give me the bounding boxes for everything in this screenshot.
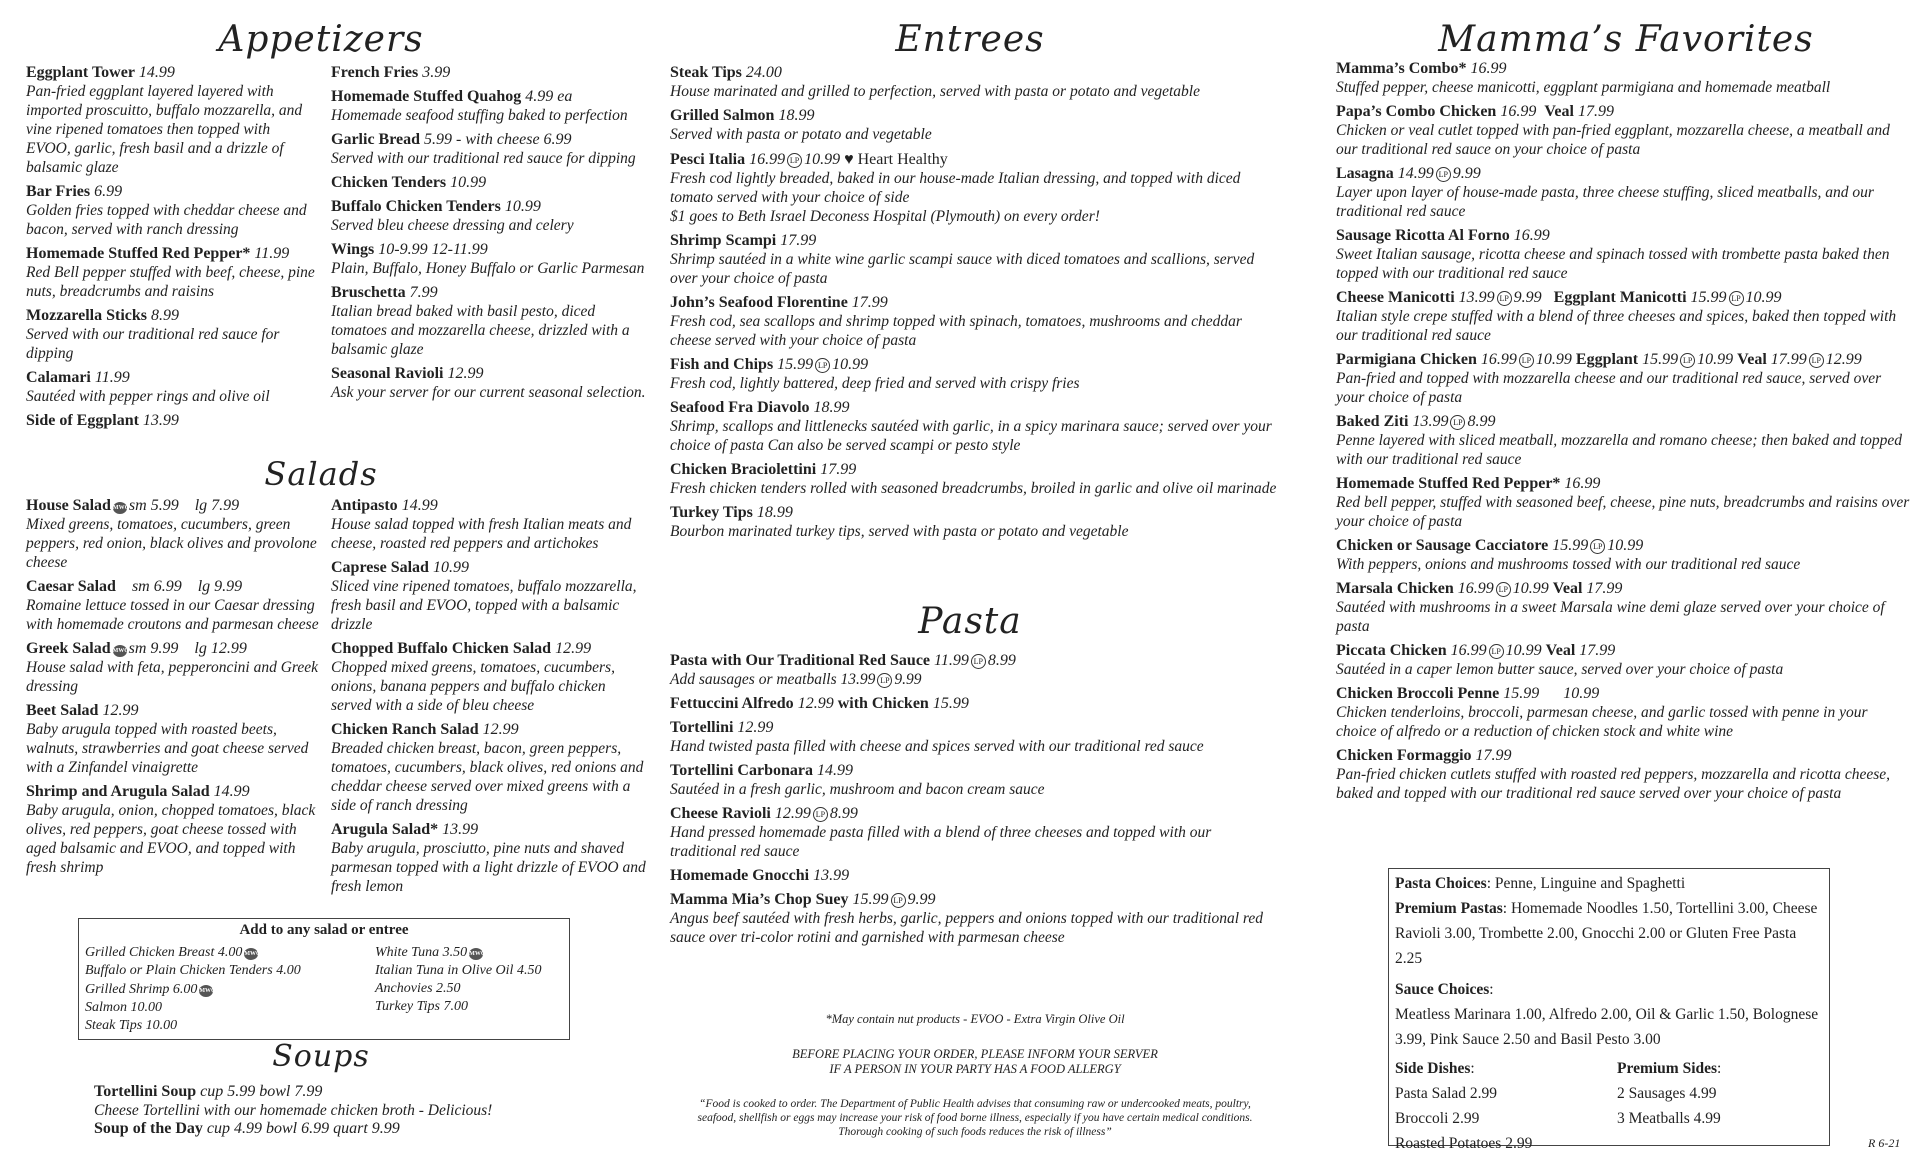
choices-box: Pasta Choices: Penne, Linguine and Spaghetti Premium Pastas: Homemade Noodles 1.50, Tortellini 3.00, Cheese Ravioli 3.00, Trombette 2.00, Gnocchi 2.00 or Gluten Free Pasta 2.25 Sauce Choices: Meatless Marinara 1.00, Alfredo 2.00, Oil & Garlic 1.50, Bolognese 3.99, Pink Sauce 2.50 and Basil Pesto 3.00 Side Dishes: Pasta Salad 2.99 Broccoli 2.99 Roasted Potatoes 2.99 Premium Sides: 2 Sausages 4.99 3 Meatballs 4.99 <box>1388 868 1830 1146</box>
addon-item-3: Turkey Tips 7.00 <box>375 999 468 1014</box>
appetizer-item-5: Wings 10-9.99 12-11.99 Plain, Buffalo, Honey Buffalo or Garlic Parmesan <box>331 241 645 277</box>
mwo-icon: MWO <box>244 948 258 960</box>
pasta-item-1: Tortellini Carbonara 14.99 Sautéed in a fresh garlic, mushroom and bacon cream sauce <box>670 762 1045 798</box>
favorites-list <box>1336 60 1911 809</box>
lunch-portion-icon: LP <box>1809 353 1824 368</box>
soups-list <box>94 1083 634 1138</box>
addons-left <box>85 943 365 1035</box>
column-left <box>26 0 646 1137</box>
lunch-portion-icon: LP <box>1496 582 1511 597</box>
lunch-portion-icon: LP <box>971 654 986 669</box>
addon-item-2: Anchovies 2.50 <box>375 981 461 996</box>
cheese-ravioli: Cheese Ravioli 12.99 LP 8.99 Hand pressed homemade pasta filled with a blend of three cheeses and topped with our traditional red sauce <box>670 805 1212 860</box>
mwo-icon: MWO <box>469 948 483 960</box>
lunch-portion-icon: LP <box>1489 644 1504 659</box>
salad-item-2: Chopped Buffalo Chicken Salad 12.99 Chopped mixed greens, tomatoes, cucumbers, onions, banana peppers and buffalo chicken served with a side of bleu cheese <box>331 640 615 714</box>
column-right <box>1336 0 1910 1152</box>
lunch-portion-icon: LP <box>1450 415 1465 430</box>
addon-item-0: White Tuna 3.50 <box>375 945 468 960</box>
salads-heading: Salads <box>264 455 378 493</box>
appetizer-item-3: Chicken Tenders 10.99 <box>331 174 487 191</box>
salads-right <box>331 497 646 902</box>
appetizer-item-5: Side of Eggplant 13.99 <box>26 412 179 429</box>
entree-item-1: Chicken Braciolettini 17.99 Fresh chicken tenders rolled with seasoned breadcrumbs, broiled in garlic and olive oil marinade <box>670 461 1277 497</box>
addon-item-3: Salmon 10.00 <box>85 1000 162 1015</box>
appetizer-item-2: Garlic Bread 5.99 - with cheese 6.99 Served with our traditional red sauce for dipping <box>331 131 636 167</box>
premium-side-0: 2 Sausages 4.99 <box>1617 1085 1717 1102</box>
tortellini-soup: Tortellini Soup cup 5.99 bowl 7.99 Cheese Tortellini with our homemade chicken broth - Delicious! <box>94 1083 493 1119</box>
greek-salad: Greek Salad MWOsm 9.99 lg 12.99 House salad with feta, pepperoncini and Greek dressing <box>26 640 319 695</box>
entree-item-2: Turkey Tips 18.99 Bourbon marinated turkey tips, served with pasta or potato and vegetable <box>670 504 1129 540</box>
papas-combo: Papa’s Combo Chicken 16.99 Veal 17.99 Chicken or veal cutlet topped with pan-fried eggplant, mozzarella cheese, a meatball and our traditional red sauce on your choice of pasta <box>1336 103 1890 158</box>
piccata: Piccata Chicken 16.99 LP 10.99 Veal 17.99 Sautéed in a caper lemon butter sauce, served over your choice of pasta <box>1336 642 1784 678</box>
manicotti: Cheese Manicotti 13.99 LP 9.99 Eggplant Manicotti 15.99 LP 10.99 Italian style crepe stuffed with a blend of three cheeses and spices, baked then topped with our traditional red sauce <box>1336 289 1897 344</box>
sauce-choices: Sauce Choices: <box>1395 981 1494 998</box>
addon-item-2: Grilled Shrimp 6.00 <box>85 982 198 997</box>
favorites-heading: Mamma’s Favorites <box>1438 19 1814 60</box>
mwo-icon: MWO <box>199 985 213 997</box>
fettuccini-alfredo: Fettuccini Alfredo 12.99 with Chicken 15.99 <box>670 695 969 712</box>
premium-pastas: Premium Pastas: Homemade Noodles 1.50, Tortellini 3.00, Cheese Ravioli 3.00, Trombette 2.00, Gnocchi 2.00 or Gluten Free Pasta 2.25 <box>1395 900 1818 967</box>
fish-and-chips: Fish and Chips 15.99 LP 10.99 Fresh cod, lightly battered, deep fried and served with crispy fries <box>670 356 1080 392</box>
homemade-gnocchi: Homemade Gnocchi 13.99 <box>670 867 850 884</box>
appetizer-item-7: Seasonal Ravioli 12.99 Ask your server for our current seasonal selection. <box>331 365 646 401</box>
addon-item-1: Italian Tuna in Olive Oil 4.50 <box>375 963 542 978</box>
entree-item-1: John’s Seafood Florentine 17.99 Fresh cod, sea scallops and shrimp topped with spinach, tomatoes, mushrooms and cheddar cheese served with your choice of pasta <box>670 294 1242 349</box>
appetizers-right <box>331 64 646 408</box>
mammas-combo: Mamma’s Combo* 16.99 Stuffed pepper, cheese manicotti, eggplant parmigiana and homemade meatball <box>1336 60 1831 96</box>
pasta-red-sauce: Pasta with Our Traditional Red Sauce 11.99 LP 8.99 Add sausages or meatballs 13.99 LP 9.99 <box>670 652 1016 688</box>
lunch-portion-icon: LP <box>815 358 830 373</box>
pasta-list <box>670 652 1280 953</box>
appetizer-item-0: French Fries 3.99 <box>331 64 451 81</box>
notes <box>670 1012 1280 1139</box>
lasagna: Lasagna 14.99 LP 9.99 Layer upon layer of house-made pasta, three cheese stuffing, sliced meatballs, and our traditional red sauce <box>1336 165 1874 220</box>
side-dish-2: Roasted Potatoes 2.99 <box>1395 1135 1533 1152</box>
addon-item-1: Buffalo or Plain Chicken Tenders 4.00 <box>85 963 301 978</box>
lunch-portion-icon: LP <box>877 673 892 688</box>
mwo-icon: MWO <box>113 645 127 657</box>
salad-item-4: Arugula Salad* 13.99 Baby arugula, prosciutto, pine nuts and shaved parmesan topped with a light drizzle of EVOO and fresh lemon <box>331 821 646 895</box>
lunch-portion-icon: LP <box>1680 353 1695 368</box>
appetizer-item-2: Homemade Stuffed Red Pepper* 11.99 Red Bell pepper stuffed with beef, cheese, pine nuts, breadcrumbs and raisins <box>26 245 315 300</box>
house-salad: House Salad MWOsm 5.99 lg 7.99 Mixed greens, tomatoes, cucumbers, green peppers, red onion, black olives and provolone cheese <box>26 497 317 571</box>
lunch-portion-icon: LP <box>1519 353 1534 368</box>
stuffed-red-pepper: Homemade Stuffed Red Pepper* 16.99 Red bell pepper, stuffed with seasoned beef, cheese, pine nuts, breadcrumbs and raisins over your choice of pasta <box>1336 475 1910 530</box>
addon-item-0: Grilled Chicken Breast 4.00 <box>85 945 243 960</box>
salad-item-0: Beet Salad 12.99 Baby arugula topped with roasted beets, walnuts, strawberries and goat cheese served with a Zinfandel vinaigrette <box>26 702 309 776</box>
cacciatore: Chicken or Sausage Cacciatore 15.99 LP 10.99 With peppers, onions and mushrooms tossed with our traditional red sauce <box>1336 537 1801 573</box>
appetizers-left <box>26 64 316 436</box>
broccoli-penne: Chicken Broccoli Penne 15.99 10.99 Chicken tenderloins, broccoli, parmesan cheese, and garlic tossed with penne in your choice of alfredo or a reduction of chicken stock and white wine <box>1336 685 1868 740</box>
appetizer-item-4: Buffalo Chicken Tenders 10.99 Served bleu cheese dressing and celery <box>331 198 574 234</box>
mwo-icon: MWO <box>113 502 127 514</box>
premium-sides: Premium Sides: 2 Sausages 4.99 3 Meatballs 4.99 <box>1617 1056 1721 1156</box>
entrees-list <box>670 64 1280 547</box>
addons-title: Add to any salad or entree <box>239 922 409 938</box>
appetizer-item-0: Eggplant Tower 14.99 Pan-fried eggplant layered layered with imported proscuitto, buffalo mozzarella, and vine ripened tomatoes then topped with EVOO, garlic, fresh basil and a drizzle of balsamic glaze <box>26 64 303 176</box>
entrees-heading: Entrees <box>895 19 1045 60</box>
sausage-ricotta: Sausage Ricotta Al Forno 16.99 Sweet Italian sausage, ricotta cheese and spinach tossed with trombette pasta baked then topped with our traditional red sauce <box>1336 227 1890 282</box>
appetizers-heading: Appetizers <box>218 19 424 60</box>
nut-note: *May contain nut products - EVOO - Extra Virgin Olive Oil <box>825 1012 1125 1026</box>
lunch-portion-icon: LP <box>1497 291 1512 306</box>
appetizer-item-1: Bar Fries 6.99 Golden fries topped with cheddar cheese and bacon, served with ranch dressing <box>26 183 307 238</box>
soup-of-the-day: Soup of the Day cup 4.99 bowl 6.99 quart 9.99 <box>94 1120 400 1137</box>
side-dish-1: Broccoli 2.99 <box>1395 1110 1480 1127</box>
addon-item-4: Steak Tips 10.00 <box>85 1018 178 1033</box>
entree-item-0: Shrimp Scampi 17.99 Shrimp sautéed in a white wine garlic scampi sauce with diced tomatoes and scallions, served over your choice of pasta <box>670 232 1255 287</box>
salads-left <box>26 497 326 883</box>
lunch-portion-icon: LP <box>1436 167 1451 182</box>
side-dish-0: Pasta Salad 2.99 <box>1395 1085 1498 1102</box>
entree-item-0: Steak Tips 24.00 House marinated and grilled to perfection, served with pasta or potato and vegetable <box>670 64 1200 100</box>
chop-suey: Mamma Mia’s Chop Suey 15.99 LP 9.99 Angus beef sautéed with fresh herbs, garlic, peppers and onions topped with our traditional red sauce over tri-color rotini and garnished with parmesan cheese <box>670 891 1263 946</box>
caesar-salad: Caesar Salad sm 6.99 lg 9.99 Romaine lettuce tossed in our Caesar dressing with homemade croutons and parmesan cheese <box>26 578 319 633</box>
appetizer-item-6: Bruschetta 7.99 Italian bread baked with basil pesto, diced tomatoes and mozzarella cheese, drizzled with a balsamic glaze <box>331 284 630 358</box>
heart-healthy: ♥ Heart Healthy <box>844 151 948 168</box>
pasta-heading: Pasta <box>918 601 1022 642</box>
lunch-portion-icon: LP <box>787 153 802 168</box>
salad-item-1: Caprese Salad 10.99 Sliced vine ripened tomatoes, buffalo mozzarella, fresh basil and EVOO, topped with a balsamic drizzle <box>331 559 637 633</box>
allergy-note-2: IF A PERSON IN YOUR PARTY HAS A FOOD ALLERGY <box>829 1062 1121 1076</box>
salad-item-3: Chicken Ranch Salad 12.99 Breaded chicken breast, bacon, green peppers, tomatoes, cucumbers, black olives, red onions and cheddar cheese served over mixed greens with a side of ranch dressing <box>331 721 644 814</box>
lunch-portion-icon: LP <box>891 893 906 908</box>
premium-side-1: 3 Meatballs 4.99 <box>1617 1110 1721 1127</box>
marsala: Marsala Chicken 16.99 LP 10.99 Veal 17.99 Sautéed with mushrooms in a sweet Marsala wine demi glaze served over your choice of pasta <box>1336 580 1885 635</box>
health-note: “Food is cooked to order. The Department of Public Health advises that consuming raw or undercooked meats, poultry, seafood, shellfish or eggs may increase your risk of food borne illness, especially if you have certain medical conditions. Thorough cooking of such foods reduces the risk of illness” <box>697 1098 1253 1138</box>
entree-item-0: Seafood Fra Diavolo 18.99 Shrimp, scallops and littlenecks sautéed with garlic, in a spicy marinara sauce; served over your choice of pasta Can also be served scampi or pesto style <box>670 399 1272 454</box>
revision-code: R 6-21 <box>1868 1136 1901 1150</box>
entree-item-1: Grilled Salmon 18.99 Served with pasta or potato and vegetable <box>670 107 932 143</box>
parmigiana: Parmigiana Chicken 16.99 LP 10.99 Eggplant 15.99 LP 10.99 Veal 17.99 LP 12.99 Pan-fried and topped with mozzarella cheese and our traditional red sauce, served over your choice of pasta <box>1336 351 1882 406</box>
appetizer-item-4: Calamari 11.99 Sautéed with pepper rings and olive oil <box>26 369 270 405</box>
allergy-note-1: BEFORE PLACING YOUR ORDER, PLEASE INFORM YOUR SERVER <box>792 1047 1158 1061</box>
lunch-portion-icon: LP <box>1590 539 1605 554</box>
baked-ziti: Baked Ziti 13.99 LP 8.99 Penne layered with sliced meatball, mozzarella and romano cheese; then baked and topped with our traditional red sauce <box>1336 413 1903 468</box>
pasta-choices: Pasta Choices: Penne, Linguine and Spaghetti <box>1395 875 1686 892</box>
addons-box <box>78 918 570 1040</box>
pasta-item-0: Tortellini 12.99 Hand twisted pasta filled with cheese and spices served with our traditional red sauce <box>670 719 1204 755</box>
side-dishes: Side Dishes: Pasta Salad 2.99 Broccoli 2.99 Roasted Potatoes 2.99 <box>1395 1056 1617 1156</box>
lunch-portion-icon: LP <box>813 807 828 822</box>
appetizer-item-1: Homemade Stuffed Quahog 4.99 ea Homemade seafood stuffing baked to perfection <box>331 88 628 124</box>
addons-right <box>375 943 565 1016</box>
appetizer-item-3: Mozzarella Sticks 8.99 Served with our traditional red sauce for dipping <box>26 307 280 362</box>
soups-heading: Soups <box>272 1039 370 1074</box>
formaggio: Chicken Formaggio 17.99 Pan-fried chicken cutlets stuffed with roasted red peppers, mozzarella and ricotta cheese, baked and topped with our traditional red sauce served over your choice of pasta <box>1336 747 1891 802</box>
lunch-portion-icon: LP <box>1729 291 1744 306</box>
pesci-italia: Pesci Italia 16.99 LP 10.99 ♥ Heart Healthy Fresh cod lightly breaded, baked in our house-made Italian dressing, and topped with diced tomato served with your choice of side $1 goes to Beth Israel Deconess Hospital (Plymouth) on every order! <box>670 151 1241 225</box>
column-middle <box>670 0 1280 1138</box>
salad-item-1: Shrimp and Arugula Salad 14.99 Baby arugula, onion, chopped tomatoes, black olives, red peppers, goat cheese tossed with aged balsamic and EVOO, and topped with fresh shrimp <box>26 783 316 876</box>
salad-item-0: Antipasto 14.99 House salad topped with fresh Italian meats and cheese, roasted red peppers and artichokes <box>331 497 632 552</box>
